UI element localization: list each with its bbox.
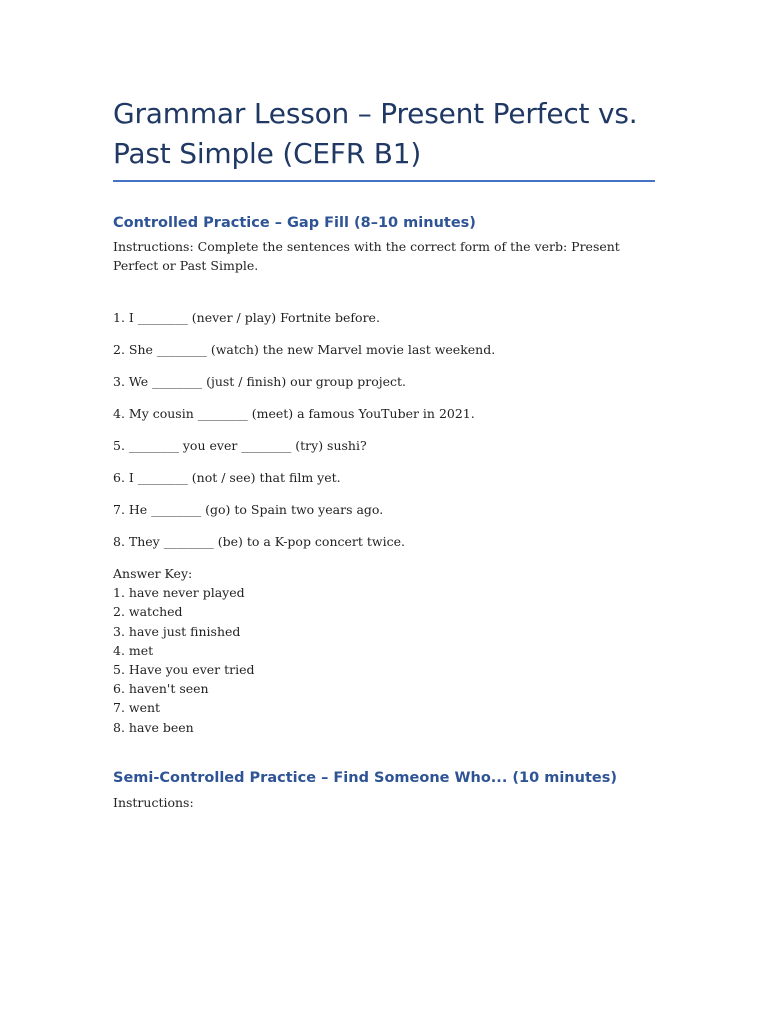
find-someone-who-instructions: Instructions:: [113, 795, 194, 810]
answer-item-3: 3. have just finished: [113, 623, 241, 639]
gap-fill-item-4: 4. My cousin ________ (meet) a famous YouTuber in 2021.: [113, 406, 475, 421]
gap-fill-item-5: 5. ________ you ever ________ (try) sushi?: [113, 438, 367, 453]
section-heading-controlled-practice: Controlled Practice – Gap Fill (8–10 minutes): [113, 215, 476, 231]
answer-item-6: 6. haven't seen: [113, 681, 209, 697]
answer-item-8: 8. have been: [113, 719, 194, 735]
title-divider: [113, 180, 655, 182]
gap-fill-item-6: 6. I ________ (not / see) that film yet.: [113, 470, 341, 485]
gap-fill-item-2: 2. She ________ (watch) the new Marvel movie last weekend.: [113, 342, 496, 357]
gap-fill-item-7: 7. He ________ (go) to Spain two years ago.: [113, 502, 384, 517]
answer-item-2: 2. watched: [113, 604, 183, 620]
answer-item-5: 5. Have you ever tried: [113, 662, 255, 678]
gap-fill-item-1: 1. I ________ (never / play) Fortnite before.: [113, 310, 380, 325]
answer-item-7: 7. went: [113, 700, 161, 716]
answer-key: [113, 564, 255, 737]
answer-item-1: 1. have never played: [113, 585, 245, 601]
answer-item-4: 4. met: [113, 642, 154, 658]
gap-fill-item-8: 8. They ________ (be) to a K-pop concert twice.: [113, 534, 405, 549]
answer-key-label: Answer Key:: [113, 566, 193, 581]
gap-fill-instructions: Instructions: Complete the sentences with the correct form of the verb: Present Perfect or Past Simple.: [113, 239, 620, 273]
gap-fill-item-3: 3. We ________ (just / finish) our group project.: [113, 374, 406, 389]
section-heading-semi-controlled-practice: Semi-Controlled Practice – Find Someone Who... (10 minutes): [113, 770, 617, 786]
document-title: Grammar Lesson – Present Perfect vs. Past Simple (CEFR B1): [113, 97, 638, 170]
